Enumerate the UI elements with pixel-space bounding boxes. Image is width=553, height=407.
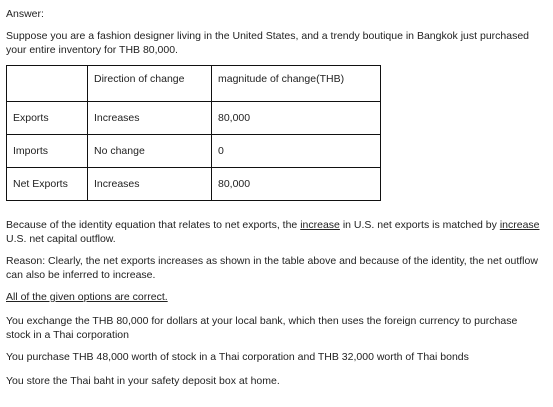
option-item: You purchase THB 48,000 worth of stock in a Thai corporation and THB 32,000 worth of Thai bonds (6, 351, 469, 363)
table-row (7, 102, 381, 135)
table-cell: Net Exports (7, 168, 88, 201)
table-row (7, 168, 381, 201)
all-correct-statement: All of the given options are correct. (6, 291, 168, 303)
table-header-row (7, 66, 381, 102)
option-item: You exchange the THB 80,000 for dollars at your local bank, which then uses the foreign currency to purchase stock in a Thai corporation (6, 315, 518, 341)
table-header-cell (7, 66, 88, 102)
table-cell: 80,000 (212, 102, 381, 135)
table-header-cell: Direction of change (88, 66, 212, 102)
increase-underlined: increase (499, 219, 540, 231)
increase-underlined: increase (300, 219, 340, 231)
identity-text: in U.S. net exports is matched by (339, 219, 500, 231)
table-cell: 80,000 (212, 168, 381, 201)
table-cell: Imports (7, 135, 88, 168)
table-cell: Increases (88, 168, 212, 201)
table-cell: 0 (212, 135, 381, 168)
change-table (6, 65, 381, 201)
identity-paragraph (6, 218, 541, 246)
answer-label: Answer: (6, 8, 44, 20)
table-header-cell: magnitude of change(THB) (212, 66, 381, 102)
table-cell: Increases (88, 102, 212, 135)
option-item: You store the Thai baht in your safety deposit box at home. (6, 375, 280, 387)
table-cell: Exports (7, 102, 88, 135)
table-row (7, 135, 381, 168)
table-cell: No change (88, 135, 212, 168)
reason-paragraph: Reason: Clearly, the net exports increases as shown in the table above and because of the identity, the net outflow can also be inferred to increase. (6, 255, 538, 281)
identity-text: Because of the identity equation that relates to net exports, the (6, 219, 301, 231)
identity-text: U.S. net capital outflow. (6, 233, 116, 245)
intro-paragraph: Suppose you are a fashion designer living in the United States, and a trendy boutique in Bangkok just purchased your entire inventory for THB 80,000. (6, 30, 530, 56)
